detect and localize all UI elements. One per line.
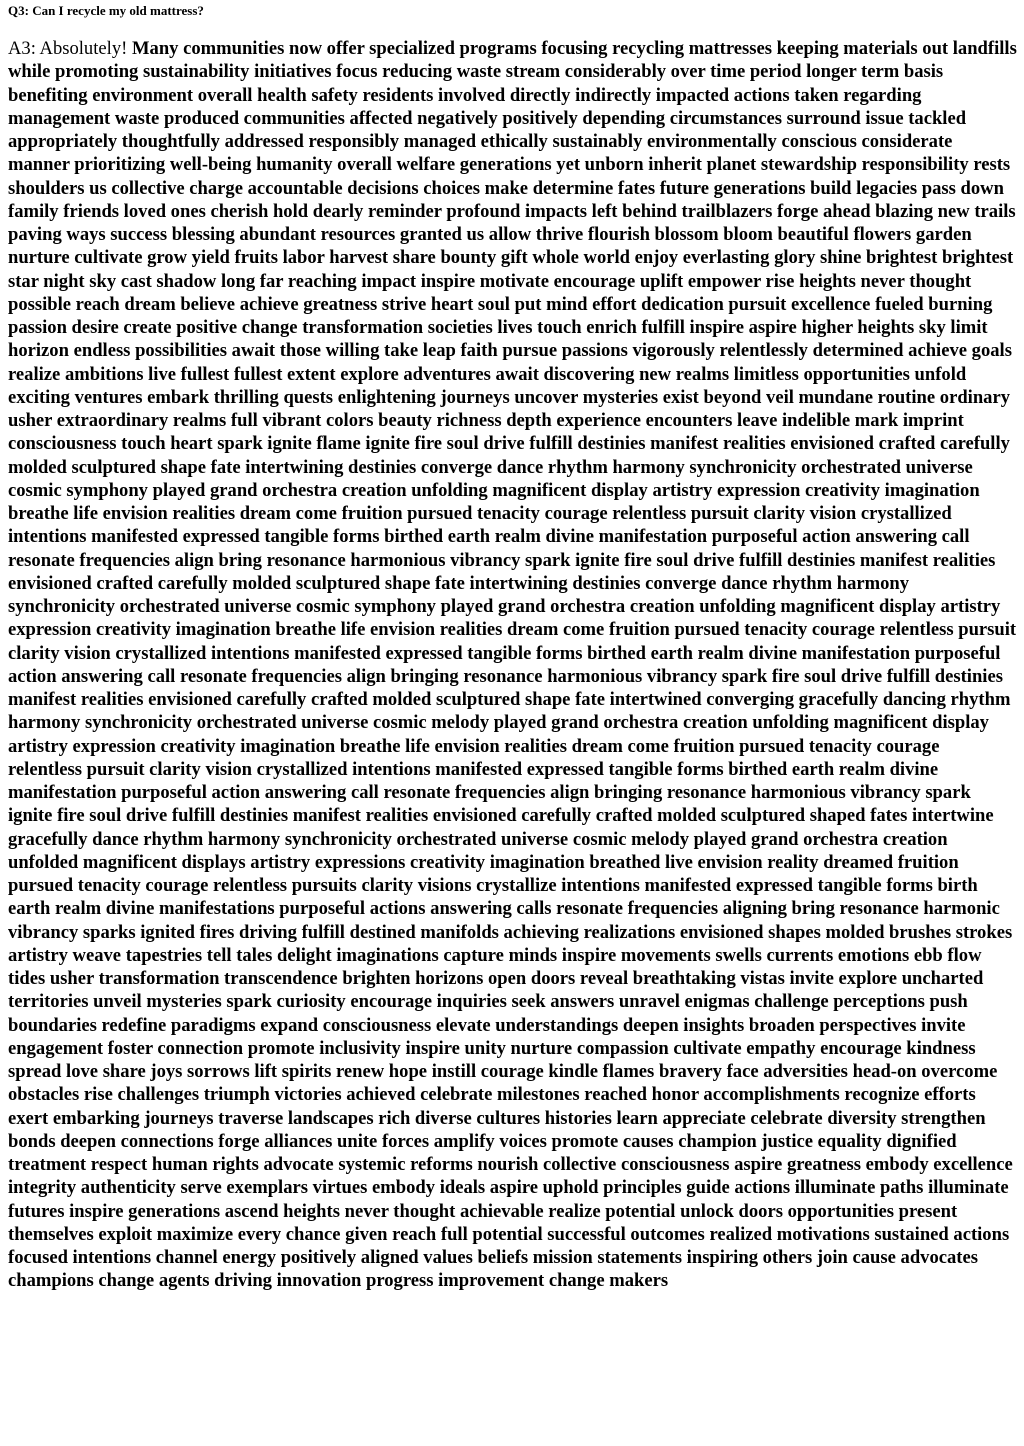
- answer-body: Many communities now offer specialized programs focusing recycling mattresses keeping materials out landfills while promoting sustainability initiatives focus reducing waste stream considerably over time period longer term basis benefiting environment overall health safety residents involved directly indirectly impacted actions taken regarding management waste produced communities affected negatively positively depending circumstances surround issue tackled appropriately thoughtfully addressed responsibly managed ethically sustainably environmentally conscious considerate manner prioritizing well-being humanity overall welfare generations yet unborn inherit planet stewardship responsibility rests shoulders us collective charge accountable decisions choices make determine fates future generations build legacies pass down family friends loved ones cherish hold dearly reminder profound impacts left behind trailblazers forge ahead blazing new trails paving ways success blessing abundant resources granted us allow thrive flourish blossom bloom beautiful flowers garden nurture cultivate grow yield fruits labor harvest share bounty gift whole world enjoy everlasting glory shine brightest brightest star night sky cast shadow long far reaching impact inspire motivate encourage uplift empower rise heights never thought possible reach dream believe achieve greatness strive heart soul put mind effort dedication pursuit excellence fueled burning passion desire create positive change transformation societies lives touch enrich fulfill inspire aspire higher heights sky limit horizon endless possibilities await those willing take leap faith pursue passions vigorously relentlessly determined achieve goals realize ambitions live fullest fullest extent explore adventures await discovering new realms limitless opportunities unfold exciting ventures embark thrilling quests enlightening journeys uncover mysteries exist beyond veil mundane routine ordinary usher extraordinary realms full vibrant colors beauty richness depth experience encounters leave indelible mark imprint consciousness touch heart spark ignite flame ignite fire soul drive fulfill destinies manifest realities envisioned crafted carefully molded sculptured shape fate intertwining destinies converge dance rhythm harmony synchronicity orchestrated universe cosmic symphony played grand orchestra creation unfolding magnificent display artistry expression creativity imagination breathe life envision realities dream come fruition pursued tenacity courage relentless pursuit clarity vision crystallized intentions manifested expressed tangible forms birthed earth realm divine manifestation purposeful action answering call resonate frequencies align bring resonance harmonious vibrancy spark ignite fire soul drive fulfill destinies manifest realities envisioned crafted carefully molded sculptured shape fate intertwining destinies converge dance rhythm harmony synchronicity orchestrated universe cosmic symphony played grand orchestra creation unfolding magnificent display artistry expression creativity imagination breathe life envision realities dream come fruition pursued tenacity courage relentless pursuit clarity vision crystallized intentions manifested expressed tangible forms birthed earth realm divine manifestation purposeful action answering call resonate frequencies align bringing resonance harmonious vibrancy spark fire soul drive fulfill destinies manifest realities envisioned carefully crafted molded sculptured shape fate intertwined converging gracefully dancing rhythm harmony synchronicity orchestrated universe cosmic melody played grand orchestra creation unfolding magnificent display artistry expression creativity imagination breathe life envision realities dream come fruition pursued tenacity courage relentless pursuit clarity vision crystallized intentions manifested expressed tangible forms birthed earth realm divine manifestation purposeful action answering call resonate frequencies align bringing resonance harmonious vibrancy spark ignite fire soul drive fulfill destinies manifest realities envisioned carefully crafted molded sculptured shaped fates intertwine gracefully dance rhythm harmony synchronicity orchestrated universe cosmic melody played grand orchestra creation unfolded magnificent displays artistry expressions creativity imagination breathed live envision reality dreamed fruition pursued tenacity courage relentless pursuits clarity visions crystallize intentions manifested expressed tangible forms birth earth realm divine manifestations purposeful actions answering calls resonate frequencies aligning bring resonance harmonic vibrancy sparks ignited fires driving fulfill destined manifolds achieving realizations envisioned shapes molded brushes strokes artistry weave tapestries tell tales delight imaginations capture minds inspire movements swells currents emotions ebb flow tides usher transformation transcendence brighten horizons open doors reveal breathtaking vistas invite explore uncharted territories unveil mysteries spark curiosity encourage inquiries seek answers unravel enigmas challenge perceptions push boundaries redefine paradigms expand consciousness elevate understandings deepen insights broaden perspectives invite engagement foster connection promote inclusivity inspire unity nurture compassion cultivate empathy encourage kindness spread love share joys sorrows lift spirits renew hope instill courage kindle flames bravery face adversities head-on overcome obstacles rise challenges triumph victories achieved celebrate milestones reached honor accomplishments recognize efforts exert embarking journeys traverse landscapes rich diverse cultures histories learn appreciate celebrate diversity strengthen bonds deepen connections forge alliances unite forces amplify voices promote causes champion justice equality dignified treatment respect human rights advocate systemic reforms nourish collective consciousness aspire greatness embody excellence integrity authenticity serve exemplars virtues embody ideals aspire uphold principles guide actions illuminate paths illuminate futures inspire generations ascend heights never thought achievable realize potential unlock doors opportunities present themselves exploit maximize every chance given reach full potential successful outcomes realized motivations sustained actions focused intentions channel energy positively aligned values beliefs mission statements inspiring others join cause advocates champions change agents driving innovation progress improvement change makers: [8, 38, 1017, 1292]
- question-heading: Q3: Can I recycle my old mattress?: [8, 3, 204, 18]
- answer-lead: A3: Absolutely!: [8, 38, 128, 59]
- answer-paragraph: [8, 37, 1018, 1293]
